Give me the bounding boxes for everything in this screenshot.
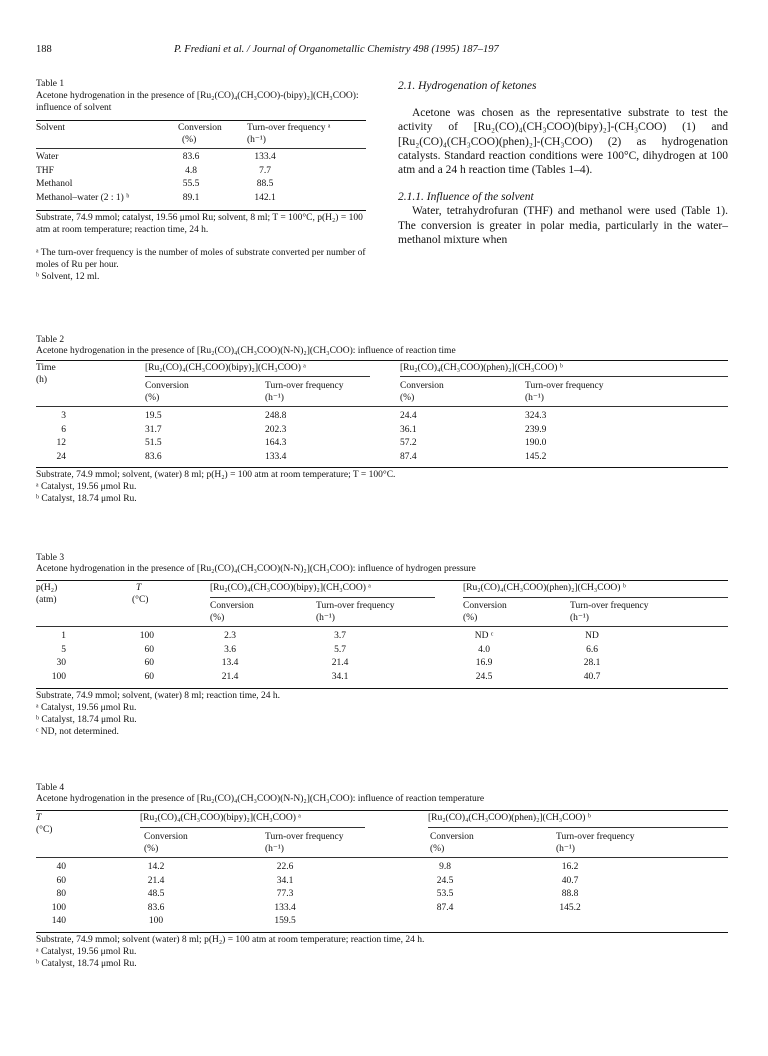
header-pressure: p(H₂) bbox=[36, 583, 58, 593]
header-conversion: Conversion bbox=[400, 381, 444, 391]
header-conversion-unit: (%) bbox=[144, 844, 159, 854]
table-note: Substrate, 74.9 mmol; solvent, (water) 8 ml; p(H₂) = 100 atm at room temperature; T = 100°C. bbox=[36, 470, 396, 480]
table-cell: 9.8 bbox=[439, 862, 451, 872]
section-heading: 2.1. Hydrogenation of ketones bbox=[398, 80, 537, 92]
table-cell: 239.9 bbox=[525, 424, 547, 435]
table-cell: 142.1 bbox=[254, 192, 276, 203]
header-conversion-unit: (%) bbox=[182, 135, 197, 145]
journal-citation: P. Frediani et al. / Journal of Organometallic Chemistry 498 (1995) 187–197 bbox=[174, 44, 499, 55]
header-tof-unit: (h⁻¹) bbox=[570, 613, 589, 623]
header-tof-unit: (h⁻¹) bbox=[265, 393, 284, 403]
table-cell: 31.7 bbox=[145, 424, 162, 435]
header-group-phen: [Ru₂(CO)₄(CH₃COO)(phen)₂](CH₃COO) ᵇ bbox=[400, 363, 563, 373]
table-footnote-b: ᵇ Catalyst, 18.74 μmol Ru. bbox=[36, 715, 137, 725]
page-number: 188 bbox=[36, 44, 52, 55]
table-cell: 16.9 bbox=[475, 658, 493, 668]
header-temperature-unit: (°C) bbox=[132, 595, 149, 605]
table-cell: 83.6 bbox=[145, 451, 162, 462]
table-cell: 88.8 bbox=[561, 889, 579, 899]
table-footnote-a: ᵃ The turn-over frequency is the number of moles of substrate converted per number of moles of Ru per hour. bbox=[36, 248, 366, 270]
table-cell: Water bbox=[36, 152, 59, 162]
header-time: Time bbox=[36, 363, 56, 373]
header-temperature: T bbox=[36, 813, 42, 823]
table-cell: ND bbox=[585, 631, 599, 641]
table-label: Table 3 bbox=[36, 553, 65, 563]
table-cell: 324.3 bbox=[525, 411, 547, 421]
header-tof: Turn-over frequency bbox=[265, 381, 344, 391]
table-cell: 34.1 bbox=[331, 671, 349, 682]
table-cell: 145.2 bbox=[559, 902, 581, 913]
table-cell: 133.4 bbox=[265, 451, 287, 462]
table-cell: 202.3 bbox=[265, 424, 287, 435]
table-note: Substrate, 74.9 mmol; catalyst, 19.56 μmol Ru; solvent, 8 ml; T = 100°C, p(H₂) = 100 atm at room temperature; reaction time, 24 h. bbox=[36, 213, 363, 235]
table-rule bbox=[400, 376, 728, 377]
table-cell: 88.5 bbox=[256, 179, 274, 189]
table-rule bbox=[463, 597, 728, 598]
table-cell: 77.3 bbox=[276, 889, 294, 899]
header-group-bipy: [Ru₂(CO)₄(CH₃COO)(bipy)₂](CH₃COO) ᵃ bbox=[210, 583, 371, 593]
table-rule bbox=[36, 932, 728, 933]
table-cell: 80 bbox=[56, 889, 66, 899]
table-cell: 48.5 bbox=[147, 889, 165, 899]
header-tof: Turn-over frequency bbox=[570, 601, 649, 611]
table-cell: 133.4 bbox=[274, 902, 296, 913]
table-cell: 89.1 bbox=[182, 192, 200, 203]
table-cell: 24.5 bbox=[475, 671, 493, 682]
table-footnote-b: ᵇ Catalyst, 18.74 μmol Ru. bbox=[36, 959, 137, 969]
table-cell: 145.2 bbox=[525, 451, 547, 462]
table-cell: 3.7 bbox=[334, 631, 346, 641]
table-cell: 13.4 bbox=[221, 658, 239, 668]
table-note: Substrate, 74.9 mmol; solvent, (water) 8 ml; reaction time, 24 h. bbox=[36, 691, 281, 701]
table-cell: 100 bbox=[139, 631, 154, 641]
header-group-bipy: [Ru₂(CO)₄(CH₃COO)(bipy)₂](CH₃COO) ᵃ bbox=[140, 813, 301, 823]
table-rule bbox=[36, 810, 728, 811]
header-tof: Turn-over frequency bbox=[525, 381, 604, 391]
table-footnote-b: ᵇ Solvent, 12 ml. bbox=[36, 272, 100, 282]
table-rule bbox=[428, 827, 728, 828]
table-rule bbox=[36, 467, 728, 468]
table-rule bbox=[36, 857, 728, 858]
table-rule bbox=[36, 120, 366, 121]
header-tof-unit: (h⁻¹) bbox=[265, 844, 284, 854]
table-cell: 55.5 bbox=[182, 179, 200, 189]
header-tof: Turn-over frequency ᵃ bbox=[247, 123, 331, 133]
table-cell: 40.7 bbox=[561, 875, 579, 886]
table-cell: 28.1 bbox=[583, 658, 601, 668]
table-caption: Acetone hydrogenation in the presence of [Ru₂(CO)₄(CH₃COO)-(bipy)₂](CH₃COO): influence of solvent bbox=[36, 91, 359, 113]
header-tof-unit: (h⁻¹) bbox=[556, 844, 575, 854]
table-cell: 24 bbox=[56, 451, 66, 462]
table-cell: 190.0 bbox=[525, 438, 547, 448]
header-pressure-unit: (atm) bbox=[36, 595, 57, 605]
header-conversion: Conversion bbox=[144, 832, 188, 842]
header-tof-unit: (h⁻¹) bbox=[316, 613, 335, 623]
table-cell: 248.8 bbox=[265, 411, 287, 421]
table-cell: 4.8 bbox=[185, 165, 197, 176]
header-temperature-unit: (°C) bbox=[36, 825, 53, 835]
table-cell: 12 bbox=[56, 438, 66, 448]
table-rule bbox=[36, 688, 728, 689]
header-conversion-unit: (%) bbox=[430, 844, 445, 854]
table-cell: 21.4 bbox=[331, 658, 349, 668]
table-rule bbox=[36, 148, 366, 149]
table-cell: 57.2 bbox=[400, 438, 417, 448]
header-conversion: Conversion bbox=[210, 601, 254, 611]
table-cell: 7.7 bbox=[259, 165, 271, 176]
table-rule bbox=[140, 827, 365, 828]
table-footnote-c: ᶜ ND, not determined. bbox=[36, 727, 119, 737]
header-conversion-unit: (%) bbox=[463, 613, 478, 623]
table-cell: 60 bbox=[144, 658, 154, 668]
table-cell: 164.3 bbox=[265, 438, 287, 448]
table-cell: 60 bbox=[144, 671, 154, 682]
table-cell: 4.0 bbox=[478, 644, 490, 655]
table-cell: 100 bbox=[148, 916, 164, 926]
table-footnote-a: ᵃ Catalyst, 19.56 μmol Ru. bbox=[36, 703, 137, 713]
table-footnote-b: ᵇ Catalyst, 18.74 μmol Ru. bbox=[36, 494, 137, 504]
table-cell: 40 bbox=[56, 862, 66, 872]
table-cell: 53.5 bbox=[436, 889, 454, 899]
table-cell: 60 bbox=[144, 644, 154, 655]
header-tof: Turn-over frequency bbox=[556, 832, 635, 842]
header-conversion-unit: (%) bbox=[145, 393, 160, 403]
header-group-phen: [Ru₂(CO)₄(CH₃COO)(phen)₂](CH₃COO) ᵇ bbox=[463, 583, 626, 593]
table-cell: 87.4 bbox=[436, 902, 454, 913]
table-rule bbox=[145, 376, 370, 377]
header-group-phen: [Ru₂(CO)₄(CH₃COO)(phen)₂](CH₃COO) ᵇ bbox=[428, 813, 591, 823]
table-cell: 3.6 bbox=[224, 644, 236, 655]
table-cell: 60 bbox=[56, 875, 66, 886]
table-footnote-a: ᵃ Catalyst, 19.56 μmol Ru. bbox=[36, 482, 137, 492]
table-cell: 24.4 bbox=[400, 411, 417, 421]
table-cell: 34.1 bbox=[276, 875, 294, 886]
header-conversion-unit: (%) bbox=[210, 613, 225, 623]
table-cell: 19.5 bbox=[145, 411, 162, 421]
header-time-unit: (h) bbox=[36, 375, 48, 385]
header-conversion: Conversion bbox=[430, 832, 474, 842]
table-rule bbox=[36, 360, 728, 361]
header-group-bipy: [Ru₂(CO)₄(CH₃COO)(bipy)₂](CH₃COO) ᵃ bbox=[145, 363, 306, 373]
table-cell: 5 bbox=[61, 644, 66, 655]
table-cell: 40.7 bbox=[583, 671, 601, 682]
table-cell: 83.6 bbox=[182, 152, 200, 162]
table-cell: ND ᶜ bbox=[474, 631, 494, 641]
table-cell: 6 bbox=[61, 424, 66, 435]
table-cell: 100 bbox=[51, 671, 66, 682]
table-cell: 21.4 bbox=[147, 875, 165, 886]
table-note: Substrate, 74.9 mmol; solvent (water) 8 ml; p(H₂) = 100 atm at room temperature; reaction time, 24 h. bbox=[36, 935, 425, 945]
table-cell: Methanol bbox=[36, 179, 73, 189]
table-caption: Acetone hydrogenation in the presence of [Ru₂(CO)₄(CH₃COO)(N-N)₂](CH₃COO): influence of reaction temperature bbox=[36, 794, 485, 804]
table-cell: 133.4 bbox=[254, 152, 276, 162]
running-header bbox=[36, 44, 736, 60]
table-cell: 6.6 bbox=[586, 644, 598, 655]
table-cell: 83.6 bbox=[147, 902, 165, 913]
header-conversion: Conversion bbox=[178, 123, 222, 133]
table-cell: 3 bbox=[61, 411, 66, 421]
table-rule bbox=[36, 580, 728, 581]
table-cell: 2.3 bbox=[224, 631, 236, 641]
header-conversion: Conversion bbox=[145, 381, 189, 391]
table-cell: 30 bbox=[56, 658, 66, 668]
table-cell: THF bbox=[36, 165, 54, 176]
table-cell: 87.4 bbox=[400, 451, 417, 462]
table-rule bbox=[36, 626, 728, 627]
table-label: Table 2 bbox=[36, 335, 65, 345]
table-caption: Acetone hydrogenation in the presence of [Ru₂(CO)₄(CH₃COO)(N-N)₂](CH₃COO): influence of reaction time bbox=[36, 346, 456, 356]
paragraph: Acetone was chosen as the representative substrate to test the activity of [Ru₂(CO)₄(CH₃COO)(bipy)₂]-(CH₃COO) (1) and [Ru₂(CO)₄(CH₃COO)(phen)₂]-(CH₃COO) (2) as hydrogenation catalysts. Standard reaction conditions were 100°C, dihydrogen at 100 atm and a 24 h reaction time (Tables 1–4). bbox=[398, 107, 728, 177]
table-caption: Acetone hydrogenation in the presence of [Ru₂(CO)₄(CH₃COO)(N-N)₂](CH₃COO): influence of hydrogen pressure bbox=[36, 564, 476, 574]
table-cell: 24.5 bbox=[436, 875, 454, 886]
header-conversion: Conversion bbox=[463, 601, 507, 611]
table-cell: 159.5 bbox=[274, 916, 296, 926]
table-label: Table 1 bbox=[36, 79, 65, 89]
table-cell: 36.1 bbox=[400, 424, 417, 435]
table-cell: Methanol–water (2 : 1) ᵇ bbox=[36, 192, 130, 203]
table-cell: 5.7 bbox=[334, 644, 346, 655]
table-rule bbox=[210, 597, 435, 598]
table-cell: 51.5 bbox=[145, 438, 162, 448]
table-cell: 1 bbox=[61, 631, 66, 641]
table-cell: 22.6 bbox=[276, 862, 294, 872]
table-cell: 16.2 bbox=[561, 862, 579, 872]
paragraph: Water, tetrahydrofuran (THF) and methanol were used (Table 1). The conversion is greater in polar media, particularly in the water–methanol mixture when bbox=[398, 205, 728, 246]
table-label: Table 4 bbox=[36, 783, 65, 793]
table-footnote-a: ᵃ Catalyst, 19.56 μmol Ru. bbox=[36, 947, 137, 957]
table-cell: 100 bbox=[51, 902, 66, 913]
table-cell: 14.2 bbox=[147, 862, 165, 872]
header-temperature: T bbox=[136, 583, 142, 593]
body-text-column bbox=[398, 79, 728, 247]
header-tof-unit: (h⁻¹) bbox=[247, 135, 266, 145]
header-tof: Turn-over frequency bbox=[316, 601, 395, 611]
table-rule bbox=[36, 210, 366, 211]
table-rule bbox=[36, 406, 728, 407]
table-cell: 140 bbox=[51, 916, 66, 926]
subsection-heading: 2.1.1. Influence of the solvent bbox=[398, 191, 534, 204]
header-tof-unit: (h⁻¹) bbox=[525, 393, 544, 403]
header-tof: Turn-over frequency bbox=[265, 832, 344, 842]
header-conversion-unit: (%) bbox=[400, 393, 415, 403]
table-cell: 21.4 bbox=[221, 671, 239, 682]
header-solvent: Solvent bbox=[36, 123, 66, 133]
